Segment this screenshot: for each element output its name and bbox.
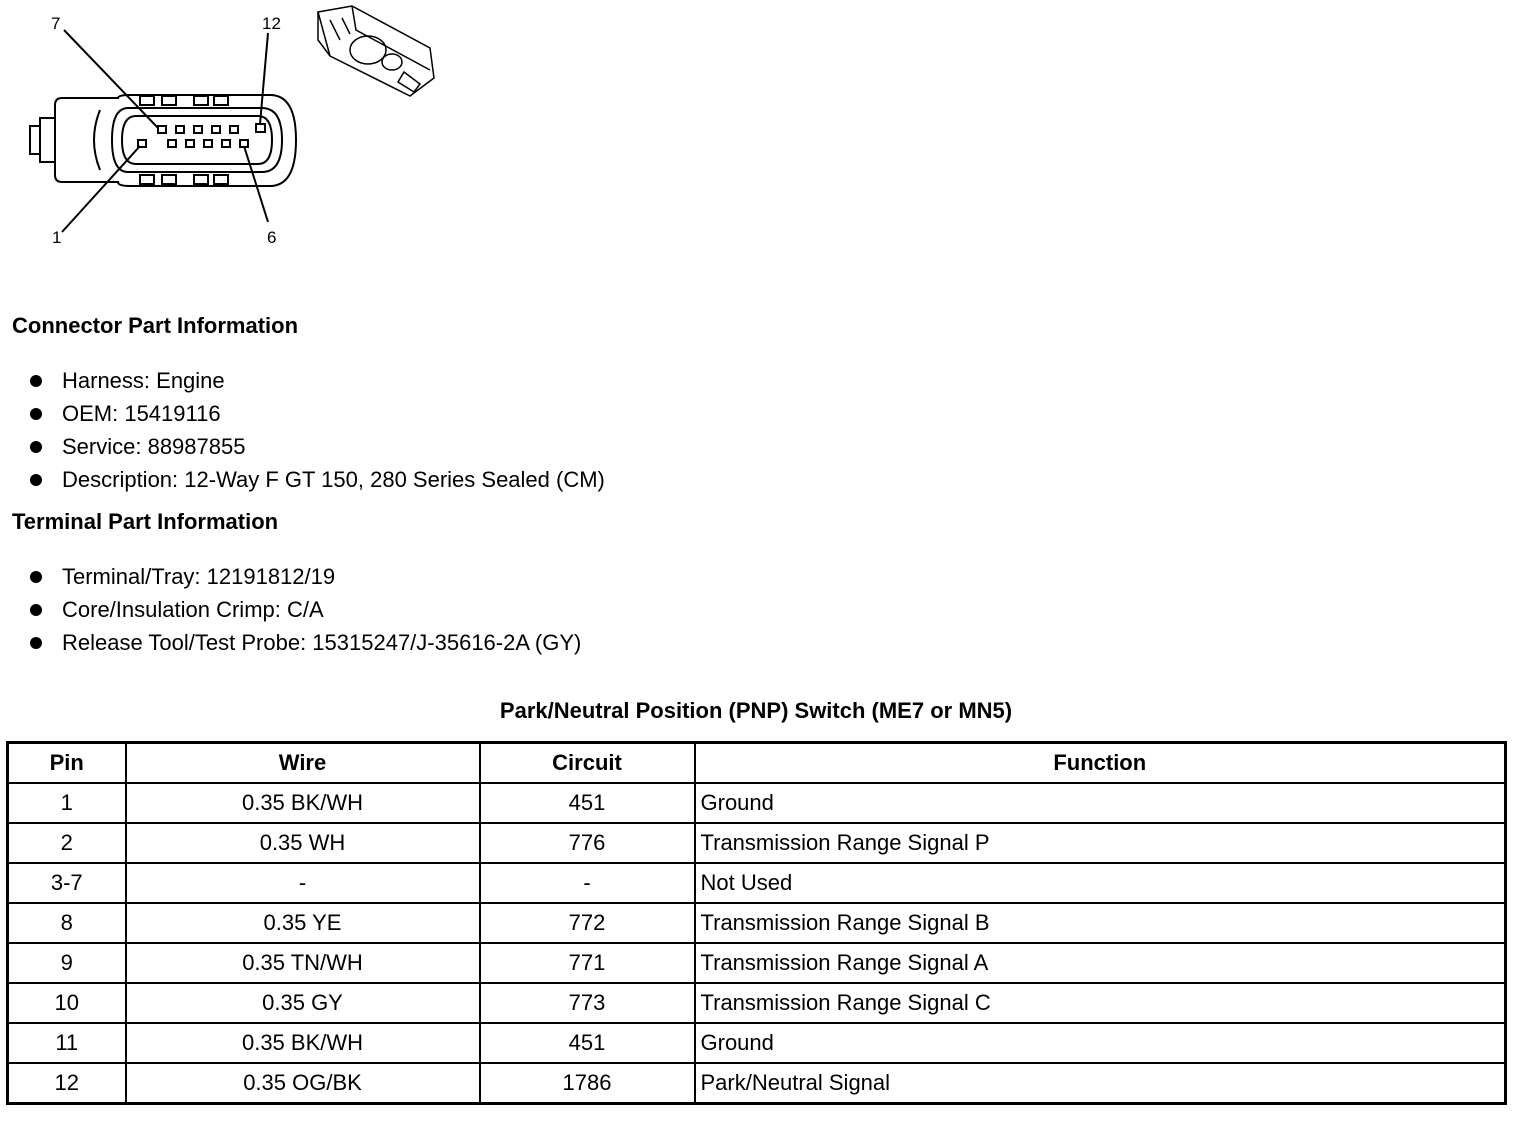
list-item-text: Core/Insulation Crimp: C/A: [62, 597, 324, 622]
bullet-icon: [30, 375, 42, 387]
cell-wire: 0.35 GY: [126, 983, 480, 1023]
list-item: [28, 364, 605, 397]
table-header-row: [8, 743, 1506, 784]
list-item: [28, 397, 605, 430]
bullet-icon: [30, 408, 42, 420]
table-row: [8, 783, 1506, 823]
cell-pin: 2: [8, 823, 126, 863]
connector-info-list: [28, 364, 605, 496]
terminal-info-list: [28, 560, 581, 659]
table-row: [8, 863, 1506, 903]
bullet-icon: [30, 637, 42, 649]
table-title: Park/Neutral Position (PNP) Switch (ME7 or MN5): [499, 698, 1013, 723]
cell-circuit: 772: [480, 903, 695, 943]
cell-wire: 0.35 BK/WH: [126, 1023, 480, 1063]
connector-info-heading: Connector Part Information: [12, 313, 299, 338]
list-item: [28, 463, 605, 496]
cell-function: Ground: [695, 783, 1506, 823]
pin-label-1: 1: [52, 228, 62, 247]
cell-function: Transmission Range Signal P: [695, 823, 1506, 863]
cell-pin: 9: [8, 943, 126, 983]
list-item-text: Description: 12-Way F GT 150, 280 Series Sealed (CM): [62, 467, 605, 492]
cell-wire: 0.35 BK/WH: [126, 783, 480, 823]
terminal-info-heading: Terminal Part Information: [12, 509, 279, 534]
header-function: Function: [695, 743, 1506, 784]
cell-pin: 10: [8, 983, 126, 1023]
cell-circuit: -: [480, 863, 695, 903]
pin-label-12: 12: [262, 14, 281, 33]
cell-circuit: 773: [480, 983, 695, 1023]
cell-function: Transmission Range Signal B: [695, 903, 1506, 943]
table-row: [8, 983, 1506, 1023]
cell-pin: 1: [8, 783, 126, 823]
cell-function: Transmission Range Signal A: [695, 943, 1506, 983]
list-item-text: OEM: 15419116: [62, 401, 221, 426]
header-pin: Pin: [8, 743, 126, 784]
table-row: [8, 1063, 1506, 1104]
cell-circuit: 1786: [480, 1063, 695, 1104]
bullet-icon: [30, 441, 42, 453]
cell-wire: 0.35 YE: [126, 903, 480, 943]
table-row: [8, 943, 1506, 983]
cell-wire: 0.35 WH: [126, 823, 480, 863]
bullet-icon: [30, 474, 42, 486]
cell-wire: 0.35 TN/WH: [126, 943, 480, 983]
list-item: [28, 560, 581, 593]
table-row: [8, 1023, 1506, 1063]
cell-circuit: 776: [480, 823, 695, 863]
cell-function: Transmission Range Signal C: [695, 983, 1506, 1023]
table-row: [8, 823, 1506, 863]
table-row: [8, 903, 1506, 943]
list-item-text: Harness: Engine: [62, 368, 225, 393]
header-wire: Wire: [126, 743, 480, 784]
list-item-text: Release Tool/Test Probe: 15315247/J-35616-2A (GY): [62, 630, 582, 655]
list-item: [28, 430, 605, 463]
pinout-table: [6, 741, 1507, 1105]
pin-label-7: 7: [51, 14, 61, 33]
connector-face-drawing: [0, 0, 460, 260]
cell-function: Not Used: [695, 863, 1506, 903]
cell-pin: 11: [8, 1023, 126, 1063]
list-item: [28, 626, 581, 659]
bullet-icon: [30, 571, 42, 583]
cell-wire: -: [126, 863, 480, 903]
list-item-text: Terminal/Tray: 12191812/19: [62, 564, 336, 589]
bullet-icon: [30, 604, 42, 616]
pin-label-6: 6: [267, 228, 277, 247]
cell-wire: 0.35 OG/BK: [126, 1063, 480, 1104]
list-item: [28, 593, 581, 626]
header-circuit: Circuit: [480, 743, 695, 784]
cell-pin: 12: [8, 1063, 126, 1104]
cell-circuit: 771: [480, 943, 695, 983]
cell-circuit: 451: [480, 783, 695, 823]
connector-diagram: [0, 0, 460, 260]
cell-circuit: 451: [480, 1023, 695, 1063]
cell-function: Ground: [695, 1023, 1506, 1063]
cell-function: Park/Neutral Signal: [695, 1063, 1506, 1104]
cell-pin: 8: [8, 903, 126, 943]
cell-pin: 3-7: [8, 863, 126, 903]
list-item-text: Service: 88987855: [62, 434, 246, 459]
connector-3d-view-icon: [318, 6, 434, 96]
